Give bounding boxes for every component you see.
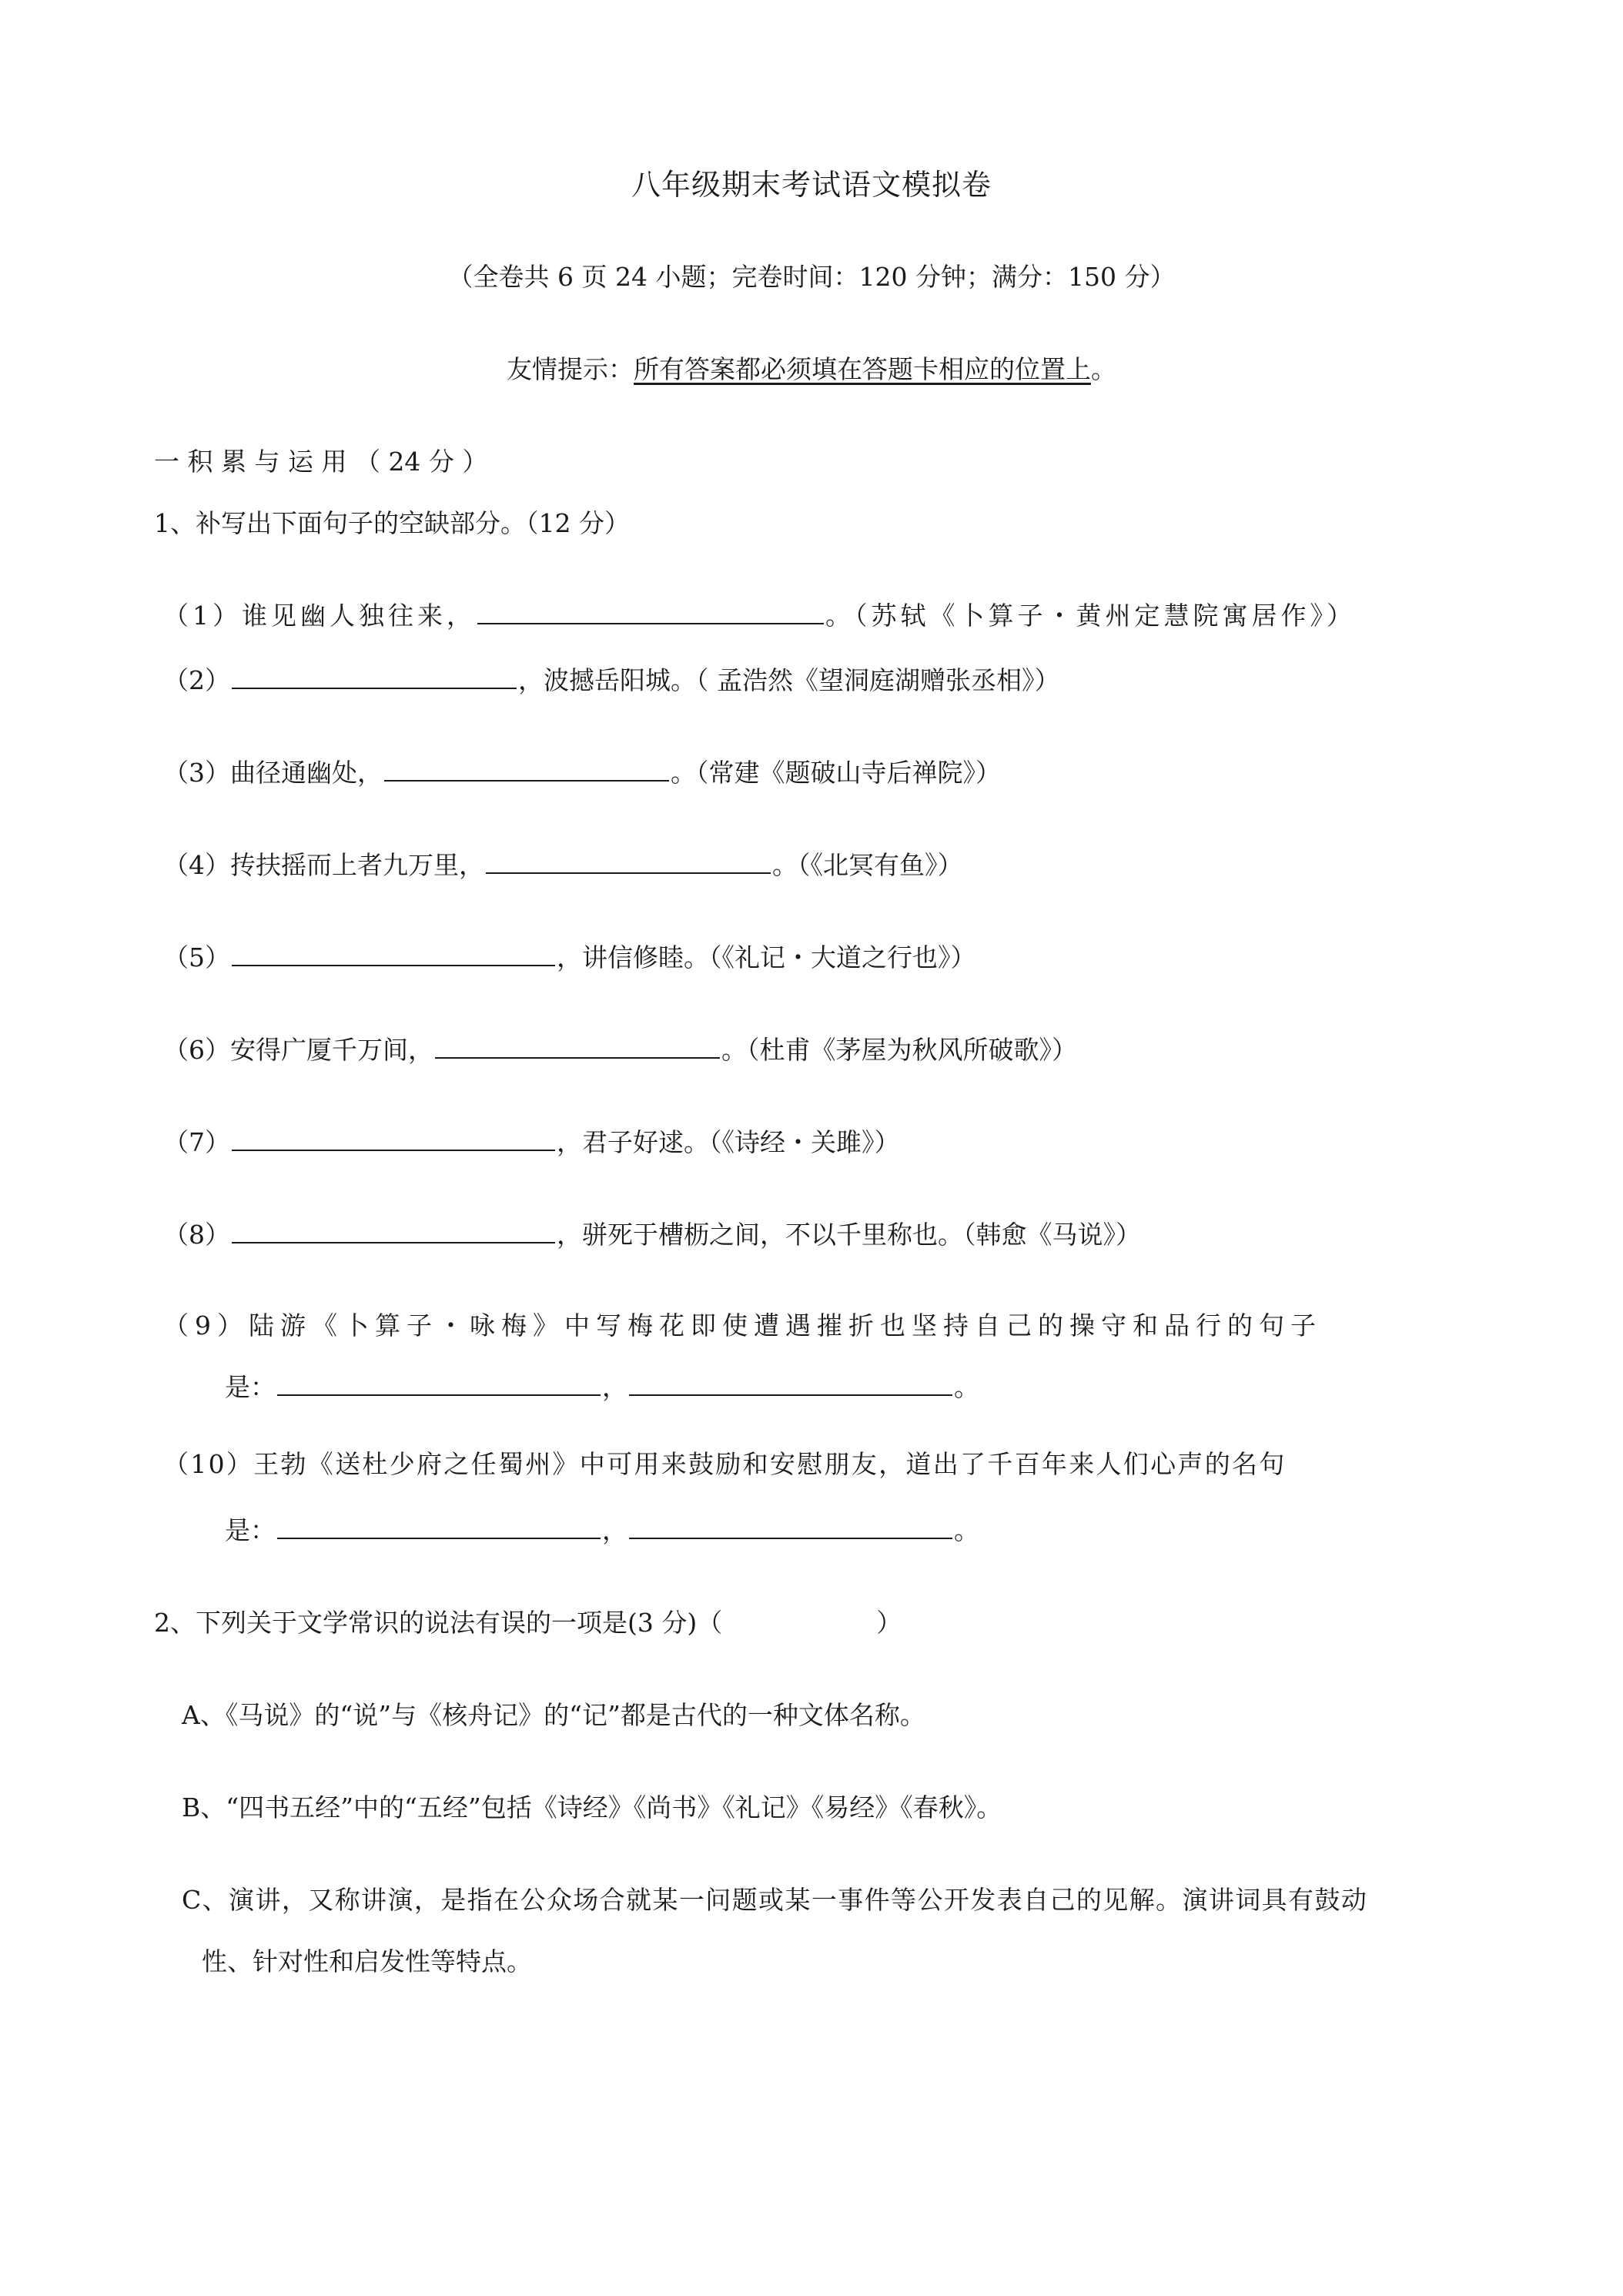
answer-blank-1[interactable] xyxy=(277,1371,601,1396)
item-sep: ， xyxy=(602,1372,627,1402)
answer-blank[interactable] xyxy=(486,849,771,874)
item-after: 。（苏轼《卜算子・黄州定慧院寓居作》） xyxy=(825,601,1356,631)
answer-blank[interactable] xyxy=(477,600,824,624)
tip-label: 友情提示： xyxy=(507,354,634,384)
q1-item-2 xyxy=(163,664,1060,698)
q2-option-a: A、《马说》的“说”与《核舟记》的“记”都是古代的一种文体名称。 xyxy=(182,1700,925,1730)
q1-item-7 xyxy=(163,1126,900,1160)
answer-blank[interactable] xyxy=(232,1219,555,1243)
q1-item-9-line1: （9）陆游《卜算子・咏梅》中写梅花即使遭遇摧折也坚持自己的操守和品行的句子 xyxy=(163,1310,1322,1340)
answer-blank[interactable] xyxy=(232,942,555,966)
q1-item-3 xyxy=(163,756,1001,790)
item-before: 谁见幽人独往来， xyxy=(242,601,476,631)
item-prefix: 是： xyxy=(225,1515,276,1545)
exam-subtitle: （全卷共 6 页 24 小题；完卷时间：120 分钟；满分：150 分） xyxy=(447,262,1176,292)
q1-item-1 xyxy=(163,599,1356,633)
q1-item-8 xyxy=(163,1218,1141,1252)
q1-item-5 xyxy=(163,941,976,975)
answer-blank[interactable] xyxy=(232,664,517,689)
item-after: 。（杜甫《茅屋为秋风所破歌》） xyxy=(721,1035,1077,1065)
item-number: （3） xyxy=(163,758,230,788)
item-after: ，君子好逑。（《诗经・关雎》） xyxy=(557,1127,900,1157)
tip-text: 所有答案都必须填在答题卡相应的位置上 xyxy=(634,354,1091,384)
q2-option-c-line2: 性、针对性和启发性等特点。 xyxy=(202,1946,532,1976)
friendly-tip xyxy=(0,353,1623,387)
item-end: 。 xyxy=(954,1515,979,1545)
item-after: ，讲信修睦。（《礼记・大道之行也》） xyxy=(557,942,976,972)
item-before: 曲径通幽处， xyxy=(230,758,383,788)
q1-item-9-line2 xyxy=(225,1371,979,1404)
q2-option-c-line1: C、演讲，又称讲演，是指在公众场合就某一问题或某一事件等公开发表自己的见解。演讲词具有鼓动 xyxy=(182,1885,1368,1915)
answer-blank[interactable] xyxy=(435,1034,720,1059)
item-after: 。（《北冥有鱼》） xyxy=(772,850,963,880)
exam-title: 八年级期末考试语文模拟卷 xyxy=(631,168,992,202)
question-2-close: ） xyxy=(876,1608,902,1638)
item-number: （8） xyxy=(163,1220,230,1250)
q1-item-10-line1: （10）王勃《送杜少府之任蜀州》中可用来鼓励和安慰朋友，道出了千百年来人们心声的名句 xyxy=(163,1449,1287,1479)
q1-item-4 xyxy=(163,848,963,882)
question-2-text: 2、下列关于文学常识的说法有误的一项是(3 分)（ xyxy=(154,1608,723,1638)
q1-item-10-line2 xyxy=(225,1514,979,1548)
answer-blank[interactable] xyxy=(384,757,669,782)
answer-blank-2[interactable] xyxy=(629,1514,952,1539)
item-number: （6） xyxy=(163,1035,230,1065)
item-sep: ， xyxy=(602,1515,627,1545)
item-number: （1） xyxy=(163,601,242,631)
item-after: ，骈死于槽枥之间，不以千里称也。（韩愈《马说》） xyxy=(557,1220,1141,1250)
section-heading: 一 积 累 与 运 用 （ 24 分 ） xyxy=(154,447,488,477)
q2-option-b: B、“四书五经”中的“五经”包括《诗经》《尚书》《礼记》《易经》《春秋》。 xyxy=(182,1792,1002,1822)
answer-blank-2[interactable] xyxy=(629,1371,952,1396)
question-2-prompt xyxy=(154,1606,902,1640)
item-after: ，波撼岳阳城。（ 孟浩然《望洞庭湖赠张丞相》） xyxy=(518,665,1060,695)
answer-blank-1[interactable] xyxy=(277,1514,601,1539)
item-end: 。 xyxy=(954,1372,979,1402)
item-before: 安得广厦千万间， xyxy=(230,1035,433,1065)
item-number: （2） xyxy=(163,665,230,695)
q1-item-6 xyxy=(163,1033,1077,1067)
item-number: （7） xyxy=(163,1127,230,1157)
item-prefix: 是： xyxy=(225,1372,276,1402)
item-before: 抟扶摇而上者九万里， xyxy=(230,850,484,880)
item-after: 。（常建《题破山寺后禅院》） xyxy=(671,758,1001,788)
tip-end: 。 xyxy=(1091,354,1116,384)
item-number: （5） xyxy=(163,942,230,972)
answer-blank[interactable] xyxy=(232,1126,555,1151)
question-1-prompt: 1、补写出下面句子的空缺部分。（12 分） xyxy=(154,508,630,538)
item-number: （4） xyxy=(163,850,230,880)
